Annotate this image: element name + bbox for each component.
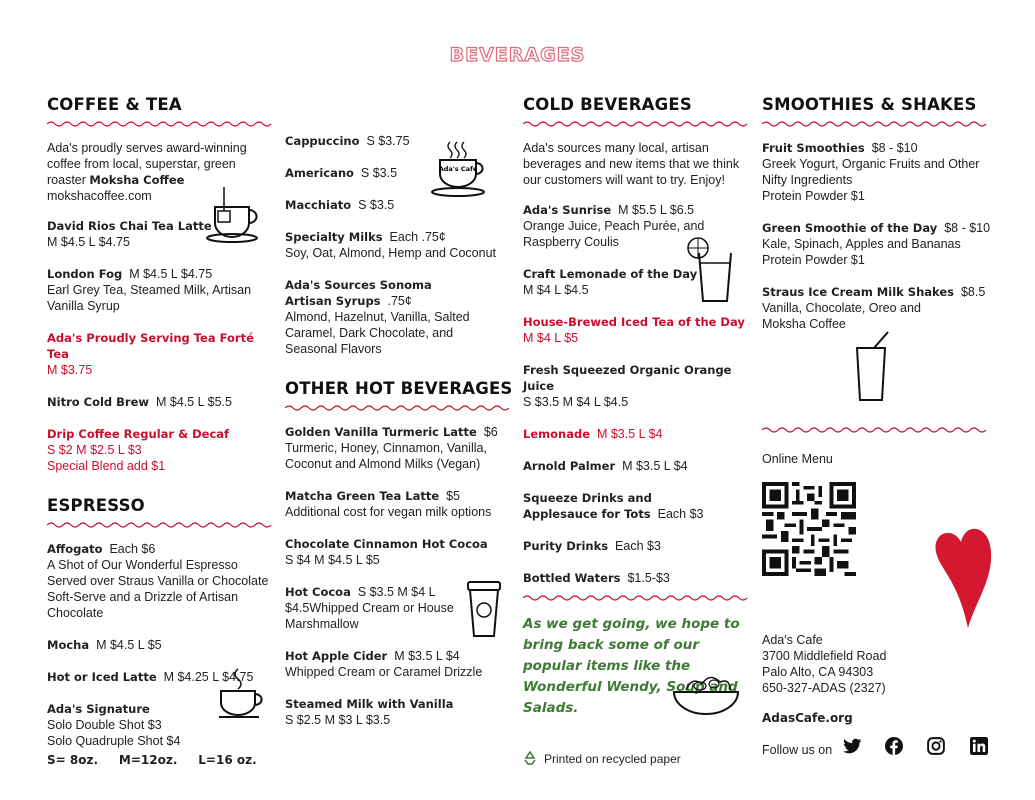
menu-item: Mocha M $4.5 L $5 [47, 638, 162, 652]
wavy-divider [762, 120, 988, 128]
follow-label: Follow us on [762, 743, 833, 757]
menu-item: Golden Vanilla Turmeric Latte $6 Turmeric, Honey, Cinnamon, Vanilla, Coconut and Almond Milks (Vegan) [285, 425, 498, 471]
page-title: BEVERAGES [449, 44, 586, 66]
menu-item: Hot Cocoa S $3.5 M $4 L $4.5Whipped Cream or House Marshmallow [285, 585, 454, 631]
linkedin-icon[interactable] [970, 737, 988, 755]
tea-cup-icon [205, 185, 265, 245]
milkshake-glass-icon [852, 330, 892, 402]
website-link[interactable]: AdasCafe.org [762, 711, 853, 725]
menu-item: Ada's Sources Sonoma Artisan Syrups .75¢ Almond, Hazelnut, Vanilla, Salted Caramel, Dark Chocolate, and Seasonal Flavors [285, 278, 470, 356]
menu-item: Bottled Waters $1.5-$3 [523, 571, 670, 585]
menu-item: Cappuccino S $3.75 [285, 134, 410, 148]
facebook-icon[interactable] [885, 737, 903, 755]
wavy-divider [762, 426, 988, 434]
menu-item: Lemonade M $3.5 L $4 [523, 427, 663, 441]
coffee-to-go-icon [466, 580, 502, 638]
espresso-cup-icon [213, 667, 268, 722]
cold-heading: COLD BEVERAGES [523, 95, 692, 114]
menu-item: Drip Coffee Regular & Decaf S $2 M $2.5 L $3 Special Blend add $1 [47, 427, 230, 473]
twitter-icon[interactable] [843, 738, 861, 754]
recycled-note: Printed on recycled paper [544, 752, 681, 766]
wavy-divider [523, 594, 749, 602]
wavy-divider [47, 120, 273, 128]
menu-item: Green Smoothie of the Day $8 - $10 Kale, Spinach, Apples and Bananas Protein Powder $1 [762, 221, 991, 267]
wavy-divider [47, 521, 273, 529]
red-heart-icon [928, 520, 993, 630]
ada-cafe-cup-icon [430, 140, 490, 200]
salad-bowl-icon [670, 670, 742, 718]
contact-block: Ada's Cafe 3700 Middlefield Road Palo Alto, CA 94303 650-327-ADAS (2327) [762, 633, 887, 695]
menu-item: Hot or Iced Latte M $4.25 L $4.75 [47, 670, 254, 684]
menu-item: House-Brewed Iced Tea of the Day M $4 L $5 [523, 315, 745, 345]
cup-label: Ada's Cafe [438, 165, 478, 173]
cold-intro: Ada's sources many local, artisan beverages and new items that we think our customers will want to try. Enjoy! [523, 141, 740, 187]
instagram-icon[interactable] [927, 737, 945, 755]
coming-soon-note: As we get going, we hope to bring back some of our popular items like the Wonderful Wendy, Soup and Salads. [523, 616, 740, 716]
online-menu-label: Online Menu [762, 452, 833, 466]
menu-item: Arnold Palmer M $3.5 L $4 [523, 459, 688, 473]
menu-item: Nitro Cold Brew M $4.5 L $5.5 [47, 395, 232, 409]
menu-item: Straus Ice Cream Milk Shakes $8.5 Vanilla, Chocolate, Oreo and Moksha Coffee [762, 285, 986, 331]
coffee-tea-heading: COFFEE & TEA [47, 95, 182, 114]
coffee-intro: Ada's proudly serves award-winning coffee from local, superstar, green roaster Moksha Coffee mokshacoffee.com [47, 141, 247, 203]
smoothies-heading: SMOOTHIES & SHAKES [762, 95, 977, 114]
menu-item: Purity Drinks Each $3 [523, 539, 661, 553]
menu-item: Matcha Green Tea Latte $5 Additional cost for vegan milk options [285, 489, 492, 519]
menu-item: Fruit Smoothies $8 - $10 Greek Yogurt, Organic Fruits and Other Nifty Ingredients Protein Powder $1 [762, 141, 980, 203]
cold-beverages-section [523, 95, 753, 719]
menu-item: Americano S $3.5 [285, 166, 398, 180]
lemonade-glass-icon [683, 235, 733, 305]
menu-item: London Fog M $4.5 L $4.75 Earl Grey Tea, Steamed Milk, Artisan Vanilla Syrup [47, 267, 252, 313]
espresso-cont-section [285, 133, 515, 744]
menu-item: Ada's Signature Solo Double Shot $3 Solo Quadruple Shot $4 [47, 702, 181, 748]
wavy-divider [523, 120, 749, 128]
menu-item: Affogato Each $6 A Shot of Our Wonderful Espresso Served over Straus Vanilla or Chocolate Soft-Serve and a Drizzle of Artisan Chocolate [47, 542, 269, 620]
menu-item: Ada's Proudly Serving Tea Forté Tea M $3.75 [47, 331, 254, 377]
menu-item: Steamed Milk with Vanilla S $2.5 M $3 L $3.5 [285, 697, 454, 727]
other-hot-heading: OTHER HOT BEVERAGES [285, 379, 513, 398]
menu-item: Specialty Milks Each .75¢ Soy, Oat, Almond, Hemp and Coconut [285, 230, 496, 260]
smoothies-section [762, 95, 992, 348]
menu-item: Ada's Sunrise M $5.5 L $6.5 Orange Juice, Peach Purée, and Raspberry Coulis [523, 203, 705, 249]
size-legend: S= 8oz. M=12oz. L=16 oz. [47, 753, 257, 767]
menu-item: Chocolate Cinnamon Hot Cocoa S $4 M $4.5 L $5 [285, 537, 488, 567]
menu-item: Fresh Squeezed Organic Orange Juice S $3.5 M $4 L $4.5 [523, 363, 732, 409]
espresso-heading: ESPRESSO [47, 496, 145, 515]
qr-code[interactable] [762, 482, 856, 576]
menu-item: Hot Apple Cider M $3.5 L $4 Whipped Cream or Caramel Drizzle [285, 649, 483, 679]
menu-item: Craft Lemonade of the Day M $4 L $4.5 [523, 267, 698, 297]
menu-item: David Rios Chai Tea Latte M $4.5 L $4.75 [47, 219, 212, 249]
menu-item: Macchiato S $3.5 [285, 198, 395, 212]
menu-item: Squeeze Drinks and Applesauce for Tots Each $3 [523, 491, 704, 521]
wavy-divider [285, 404, 511, 412]
recycle-icon [523, 751, 537, 765]
